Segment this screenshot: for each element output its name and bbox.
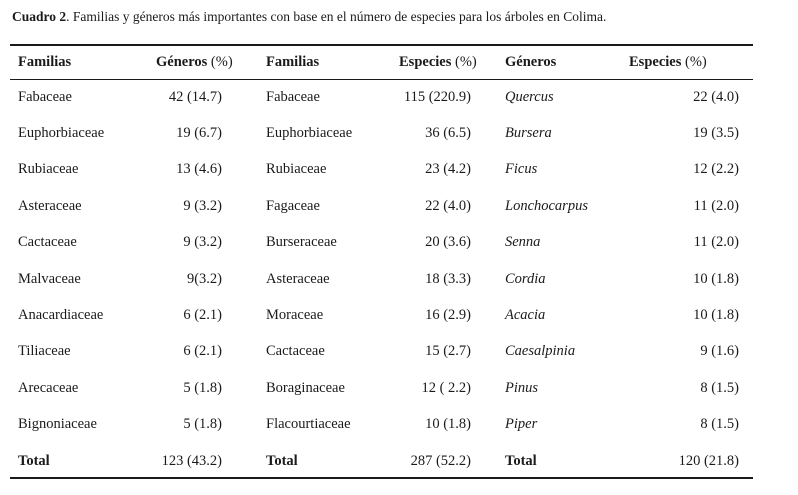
cell-especies-pct-2: 8 (1.5) bbox=[700, 416, 739, 433]
cell-especies-pct-2: 19 (3.5) bbox=[693, 125, 739, 142]
header-generos-pct-unit: (%) bbox=[210, 54, 233, 70]
cell-familia: Arecaceae bbox=[18, 379, 79, 396]
caption-label: Cuadro 2 bbox=[12, 9, 67, 24]
cell-especies-pct: 16 (2.9) bbox=[425, 307, 471, 324]
cell-especies-pct: 15 (2.7) bbox=[425, 343, 471, 360]
cell-familia-2: Moraceae bbox=[266, 307, 324, 324]
cell-genero: Cordia bbox=[505, 270, 546, 287]
cell-familia: Malvaceae bbox=[18, 270, 81, 287]
cell-generos-pct: 9 (3.2) bbox=[183, 197, 222, 214]
cell-especies-pct: 10 (1.8) bbox=[425, 416, 471, 433]
table-row bbox=[10, 297, 753, 333]
species-table bbox=[10, 46, 753, 479]
cell-familia: Bignoniaceae bbox=[18, 416, 97, 433]
cell-especies-pct-2: 12 (2.2) bbox=[693, 161, 739, 178]
cell-familia: Anacardiaceae bbox=[18, 307, 104, 324]
cell-genero: Piper bbox=[505, 416, 538, 433]
cell-generos-pct: 9 (3.2) bbox=[183, 234, 222, 251]
total-label-1: Total bbox=[18, 452, 50, 469]
table-row bbox=[10, 334, 753, 370]
cell-familia: Fabaceae bbox=[18, 88, 72, 105]
table-row bbox=[10, 115, 753, 151]
cell-generos-pct: 5 (1.8) bbox=[183, 379, 222, 396]
cell-especies-pct-2: 10 (1.8) bbox=[693, 270, 739, 287]
cell-especies-pct: 18 (3.3) bbox=[425, 270, 471, 287]
cell-familia: Euphorbiaceae bbox=[18, 125, 105, 142]
cell-familia: Asteraceae bbox=[18, 197, 82, 214]
cell-genero: Acacia bbox=[505, 307, 546, 324]
cell-familia-2: Fagaceae bbox=[266, 197, 320, 214]
total-row bbox=[10, 443, 753, 479]
cell-generos-pct: 9(3.2) bbox=[186, 270, 222, 287]
cell-familia-2: Boraginaceae bbox=[266, 379, 345, 396]
cell-familia: Rubiaceae bbox=[18, 161, 79, 178]
cell-familia-2: Flacourtiaceae bbox=[266, 416, 351, 433]
cell-especies-pct: 36 (6.5) bbox=[425, 125, 471, 142]
table-row bbox=[10, 225, 753, 261]
cell-generos-pct: 5 (1.8) bbox=[183, 416, 222, 433]
table-row bbox=[10, 188, 753, 224]
table-row bbox=[10, 407, 753, 443]
caption-text: . Familias y géneros más importantes con base en el número de especies para los árboles en Colima. bbox=[66, 9, 607, 24]
cell-especies-pct-2: 11 (2.0) bbox=[693, 197, 739, 214]
cell-especies-pct: 12 ( 2.2) bbox=[421, 379, 471, 396]
table-row bbox=[10, 261, 753, 297]
cell-familia-2: Burseraceae bbox=[266, 234, 337, 251]
cell-familia-2: Euphorbiaceae bbox=[266, 125, 353, 142]
table-row bbox=[10, 370, 753, 406]
header-especies-pct-main: Especies bbox=[399, 54, 452, 70]
cell-especies-pct-2: 11 (2.0) bbox=[693, 234, 739, 251]
header-familias-2: Familias bbox=[266, 54, 320, 70]
cell-generos-pct: 42 (14.7) bbox=[168, 88, 222, 105]
table-row bbox=[10, 79, 753, 115]
cell-generos-pct: 6 (2.1) bbox=[183, 343, 222, 360]
cell-especies-pct: 20 (3.6) bbox=[425, 234, 471, 251]
cell-familia-2: Cactaceae bbox=[266, 343, 325, 360]
table-row bbox=[10, 152, 753, 188]
cell-genero: Quercus bbox=[505, 88, 554, 105]
header-especies-pct bbox=[381, 46, 505, 79]
total-label-3: Total bbox=[505, 452, 537, 469]
cell-familia-2: Fabaceae bbox=[266, 88, 320, 105]
header-especies-pct-2-main: Especies bbox=[629, 54, 682, 70]
header-familias-1: Familias bbox=[18, 54, 72, 70]
cell-especies-pct: 23 (4.2) bbox=[425, 161, 471, 178]
cell-generos-pct: 19 (6.7) bbox=[176, 125, 222, 142]
table-caption bbox=[12, 9, 606, 25]
total-label-2: Total bbox=[266, 452, 298, 469]
cell-especies-pct-2: 10 (1.8) bbox=[693, 307, 739, 324]
total-generos-pct: 123 (43.2) bbox=[161, 452, 222, 469]
cell-genero: Ficus bbox=[505, 161, 538, 178]
cell-especies-pct-2: 22 (4.0) bbox=[693, 88, 739, 105]
cell-familia: Cactaceae bbox=[18, 234, 77, 251]
header-generos-pct-main: Géneros bbox=[156, 54, 208, 70]
cell-especies-pct: 115 (220.9) bbox=[403, 88, 471, 105]
cell-familia: Tiliaceae bbox=[18, 343, 71, 360]
cell-genero: Caesalpinia bbox=[505, 343, 576, 360]
cell-familia-2: Asteraceae bbox=[266, 270, 330, 287]
header-row bbox=[10, 46, 753, 79]
cell-generos-pct: 6 (2.1) bbox=[183, 307, 222, 324]
cell-genero: Bursera bbox=[505, 125, 552, 142]
cell-familia-2: Rubiaceae bbox=[266, 161, 327, 178]
cell-especies-pct-2: 9 (1.6) bbox=[700, 343, 739, 360]
header-especies-pct-2 bbox=[625, 46, 753, 79]
header-generos-pct bbox=[138, 46, 266, 79]
cell-especies-pct: 22 (4.0) bbox=[425, 197, 471, 214]
cell-genero: Senna bbox=[505, 234, 541, 251]
total-especies-pct: 287 (52.2) bbox=[410, 452, 471, 469]
header-generos: Géneros bbox=[505, 54, 557, 70]
cell-generos-pct: 13 (4.6) bbox=[176, 161, 222, 178]
header-especies-pct-2-unit: (%) bbox=[684, 54, 707, 70]
header-especies-pct-unit: (%) bbox=[454, 54, 477, 70]
cell-genero: Pinus bbox=[505, 379, 539, 396]
cell-genero: Lonchocarpus bbox=[505, 197, 588, 214]
total-especies-pct-2: 120 (21.8) bbox=[678, 452, 739, 469]
cell-especies-pct-2: 8 (1.5) bbox=[700, 379, 739, 396]
